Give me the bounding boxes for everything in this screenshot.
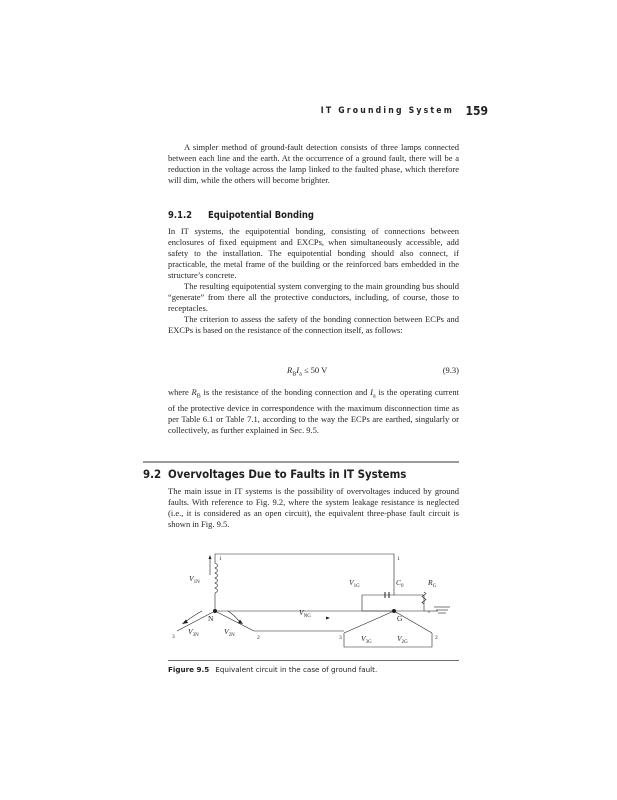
- vng-label: $V_{NG}$: [299, 608, 311, 619]
- section-title: Overvoltages Due to Faults in IT Systems: [168, 467, 407, 481]
- running-title: IT Grounding System: [320, 106, 454, 116]
- bonding-block: [168, 226, 459, 336]
- section-number: 9.2: [143, 467, 162, 481]
- intro-paragraph: A simpler method of ground-fault detection consists of three lamps connected between each line and the earth. At the occurrence of a ground fault, there will be a reduction in the voltage across the lamp linked to the faulted phase, which therefore will dim, while the others will become brighter.: [168, 142, 459, 185]
- node-n-label: N: [208, 614, 214, 623]
- terminal-1-label: 1: [219, 556, 222, 562]
- overvoltage-block: [168, 486, 459, 530]
- v2g-label: $V_{2G}$: [397, 634, 408, 645]
- overvoltage-paragraph: The main issue in IT systems is the possibility of overvoltages induced by ground faults. With reference to Fig. 9.2, where the system leakage resistance is neglected (i.e., it is considered as an open circuit), the equivalent three-phase fault circuit is shown in Fig. 9.5.: [168, 486, 459, 529]
- figure-rule: [168, 660, 459, 661]
- section-heading-9-1-2: [168, 210, 314, 221]
- g-terminal-3-label: 3: [339, 635, 342, 641]
- where-block: [168, 387, 459, 436]
- v2n-label: $V_{2N}$: [224, 627, 235, 638]
- figure-label: Figure 9.5: [168, 665, 210, 674]
- v3g-label: $V_{3G}$: [361, 634, 372, 645]
- equation-9-3: [168, 365, 459, 377]
- running-head: [168, 104, 488, 120]
- section-number: 9.1.2: [168, 210, 193, 221]
- section-rule: [143, 461, 459, 463]
- section-title: Equipotential Bonding: [208, 210, 314, 221]
- v1g-label: $V_{1G}$: [349, 578, 360, 589]
- equation-expression: $R_BI_a \le 50$ V: [287, 365, 328, 378]
- equation-number: (9.3): [442, 365, 459, 375]
- figure-caption: [168, 665, 377, 674]
- rg-label: $R_G$: [428, 578, 437, 589]
- section-heading-9-2: [143, 467, 406, 481]
- node-g-label: G: [397, 614, 403, 623]
- intro-block: [168, 142, 459, 186]
- terminal-2-label: 2: [257, 635, 260, 641]
- terminal-3-label: 3: [172, 634, 175, 640]
- figure-caption-text: Equivalent circuit in the case of ground fault.: [215, 665, 378, 674]
- bonding-paragraph-3: The criterion to assess the safety of the bonding connection between ECPs and EXCPs is based on the resistance of the connection itself, as follows:: [168, 314, 459, 335]
- page-number: 159: [465, 104, 488, 118]
- bonding-paragraph-2: The resulting equipotential system converging to the main grounding bus should “generate” from there all the protective conductors, including, of course, those to receptacles.: [168, 281, 459, 313]
- c0-label: $C_0$: [396, 578, 404, 589]
- v3n-label: $V_{3N}$: [188, 627, 199, 638]
- equivalent-circuit-diagram: [168, 549, 459, 655]
- g-terminal-1-label: 1: [397, 556, 400, 562]
- v1n-label: $V_{1N}$: [189, 574, 200, 585]
- where-paragraph: where $R_B$ is the resistance of the bonding connection and $I_a$ is the operating current of the protective device in correspondence with the maximum disconnection time as per Table 6.1 or Table 7.1, according to the way the ECPs are earthed, singularly or collectively, as further explained in Sec. 9.5.: [168, 387, 459, 435]
- bonding-paragraph-1: In IT systems, the equipotential bonding, consisting of connections between enclosures of fixed equipment and EXCPs, when simultaneously accessible, add safety to the installation. The equipotential bonding should also connect, if practicable, the metal frame of the building or the reinforced bars embedded in the structure’s concrete.: [168, 226, 459, 280]
- g-terminal-2-label: 2: [435, 635, 438, 641]
